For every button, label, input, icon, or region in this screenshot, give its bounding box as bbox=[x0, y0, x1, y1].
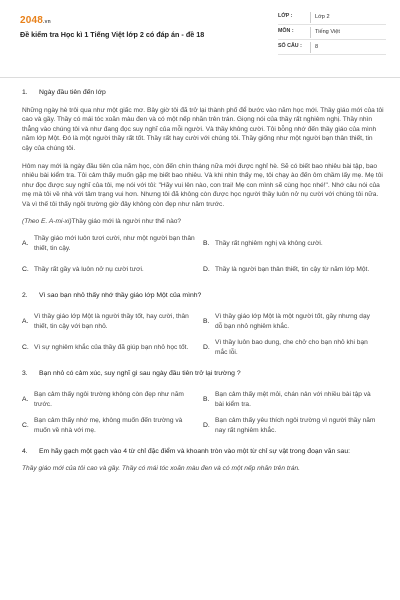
logo-suffix: .vn bbox=[43, 19, 51, 25]
source-question: Thầy giáo mới là người như thế nào? bbox=[71, 218, 182, 226]
option-letter: B. bbox=[203, 317, 210, 325]
question-text: Ngày đầu tiên đến lớp bbox=[39, 89, 106, 96]
option-letter: D. bbox=[203, 265, 210, 273]
question-header bbox=[22, 447, 384, 457]
meta-value: 8 bbox=[315, 43, 319, 50]
option-text: Thầy rất gầy và luôn nở nụ cười tươi. bbox=[34, 266, 144, 274]
option-letter: A. bbox=[22, 239, 29, 247]
answer-option-d[interactable] bbox=[203, 335, 384, 361]
answer-option-b[interactable] bbox=[203, 309, 384, 335]
question-text: Em hãy gạch một gạch vào 4 từ chỉ đặc điểm và khoanh tròn vào một từ chỉ sự vật trong đoạn văn sau: bbox=[39, 447, 350, 455]
answer-option-d[interactable] bbox=[203, 413, 384, 439]
option-text: Vì thầy luôn bao dung, che chở cho bạn nhỏ khi bạn mắc lỗi. bbox=[215, 339, 368, 356]
meta-divider bbox=[310, 42, 311, 53]
answer-options bbox=[22, 231, 384, 283]
option-text: Thầy giáo mới luôn tươi cười, như một người bạn thân thiết, tin cậy. bbox=[34, 235, 195, 252]
answer-option-a[interactable] bbox=[22, 309, 203, 335]
meta-table bbox=[278, 10, 386, 55]
reading-passage bbox=[22, 106, 384, 209]
question-header bbox=[22, 88, 384, 98]
document-header bbox=[0, 0, 400, 74]
header-divider bbox=[0, 77, 400, 78]
question-text: Bạn nhỏ có cảm xúc, suy nghĩ gì sau ngày đầu tiên trở lại trường ? bbox=[39, 369, 241, 377]
question-number: 1. bbox=[22, 89, 28, 96]
option-text: Vì thầy giáo lớp Một là một người tốt, gầy nhưng dạy dỗ bạn nhỏ nghiêm khắc. bbox=[215, 313, 370, 330]
meta-key: MÔN : bbox=[278, 28, 294, 35]
meta-row-count bbox=[278, 40, 386, 55]
question-3 bbox=[22, 369, 384, 439]
option-text: Vì thầy giáo lớp Một là người thầy tốt, hay cười, thân thiết, tin cậy với bạn nhỏ. bbox=[34, 313, 189, 330]
meta-key: SỐ CÂU : bbox=[278, 43, 302, 50]
option-letter: C. bbox=[22, 265, 29, 273]
option-text: Vì sự nghiêm khắc của thầy đã giúp bạn nhỏ học tốt. bbox=[34, 343, 189, 351]
option-letter: D. bbox=[203, 421, 210, 429]
option-letter: B. bbox=[203, 239, 210, 247]
meta-row-subject bbox=[278, 25, 386, 40]
question-list bbox=[22, 88, 384, 482]
meta-value: Lớp 2 bbox=[315, 13, 330, 20]
meta-key: LỚP : bbox=[278, 13, 293, 20]
site-logo[interactable] bbox=[20, 14, 51, 29]
passage-paragraph: Hôm nay mới là ngày đầu tiên của năm học, còn đến chín tháng nữa mới được nghỉ hè. Sẽ có biết bao nhiêu bài tập, bao nhiêu bài kiểm tra. Tôi cảm thấy muốn gặp mẹ biết bao nhiêu. Và khi nhìn thấy mẹ, tôi chạy ào đến ôm chầm lấy mẹ. Mẹ tôi như đọc được suy nghĩ của tôi, mẹ nói với tôi: "Hãy vui lên nào, con trai! Mẹ con mình sẽ cùng học nhé!". Nhớ câu nói của mẹ mà tôi về nhà với tâm trạng vui hơn. Nhưng tôi đã không còn được học người thầy luôn nở nụ cười với chúng tôi nữa. Và vì thế tôi thấy ngôi trường giờ đây không còn đẹp như năm trước. bbox=[22, 162, 383, 208]
option-letter: C. bbox=[22, 421, 29, 429]
answer-option-c[interactable] bbox=[22, 413, 203, 439]
answer-option-d[interactable] bbox=[203, 257, 384, 283]
question-4 bbox=[22, 447, 384, 474]
question-1 bbox=[22, 88, 384, 283]
option-letter: B. bbox=[203, 395, 210, 403]
option-letter: A. bbox=[22, 317, 29, 325]
source-author: (Theo E. A-mi-xi) bbox=[22, 218, 72, 226]
question-number: 2. bbox=[22, 291, 28, 299]
option-text: Bạn cảm thấy yêu thích ngôi trường vì người thầy năm nay rất nghiêm khắc. bbox=[215, 417, 376, 434]
question-text: Vì sao bạn nhỏ thấy nhớ thầy giáo lớp Một của mình? bbox=[39, 291, 202, 299]
question-2 bbox=[22, 291, 384, 361]
meta-divider bbox=[310, 12, 311, 23]
answer-option-a[interactable] bbox=[22, 387, 203, 413]
option-text: Bạn cảm thấy mệt mỏi, chán nản với nhiều bài tập và bài kiểm tra. bbox=[215, 391, 371, 408]
meta-divider bbox=[310, 27, 311, 38]
answer-options bbox=[22, 309, 384, 361]
option-text: Thầy rất nghiêm nghị và không cười. bbox=[215, 240, 323, 248]
answer-option-c[interactable] bbox=[22, 257, 203, 283]
option-text: Bạn cảm thấy nhớ mẹ, không muốn đến trường và muốn về nhà với mẹ. bbox=[34, 417, 183, 434]
logo-main: 2048 bbox=[20, 15, 44, 26]
option-letter: C. bbox=[22, 343, 29, 351]
passage-paragraph: Những ngày hè trôi qua như một giấc mơ. Bây giờ tôi đã trở lại thành phố để bước vào năm học mới. Thầy giáo mới của tôi cao và gầy. Thầy có mái tóc xoăn màu đen và có một nếp nhăn trên trán. Giọng nói của thầy rất nghiêm nghị. Thầy nhìn thẳng vào chúng tôi và như đang đọc suy nghĩ của mỗi người. Và thầy không cười. Tôi bỗng nhớ đến thầy giáo của mình năm lớp Một. Đó là một người thầy rất tốt. Thầy rất hay cười với chúng tôi. Thầy giống như một người bạn thân thiết, tin cậy của chúng tôi. bbox=[22, 106, 384, 153]
option-text: Bạn cảm thấy ngôi trường không còn đẹp như năm trước. bbox=[34, 391, 184, 408]
answer-option-b[interactable] bbox=[203, 387, 384, 413]
meta-row-grade bbox=[278, 10, 386, 25]
answer-options bbox=[22, 387, 384, 439]
question-number: 3. bbox=[22, 369, 28, 377]
answer-option-a[interactable] bbox=[22, 231, 203, 257]
option-letter: A. bbox=[22, 395, 29, 403]
question-header bbox=[22, 291, 384, 301]
option-letter: D. bbox=[203, 343, 210, 351]
answer-option-c[interactable] bbox=[22, 335, 203, 361]
passage-source bbox=[22, 217, 384, 227]
question-number: 4. bbox=[22, 447, 28, 455]
option-text: Thầy là người bạn thân thiết, tin cậy từ năm lớp Một. bbox=[215, 266, 370, 274]
exercise-text: Thầy giáo mới của tôi cao và gầy. Thầy có mái tóc xoăn màu đen và có một nếp nhăn trên trán. bbox=[22, 465, 301, 473]
question-header bbox=[22, 369, 384, 379]
page-title: Đề kiểm tra Học kì 1 Tiếng Việt lớp 2 có đáp án - đề 18 bbox=[20, 30, 205, 39]
meta-value: Tiếng Việt bbox=[315, 28, 340, 35]
answer-option-b[interactable] bbox=[203, 231, 384, 257]
